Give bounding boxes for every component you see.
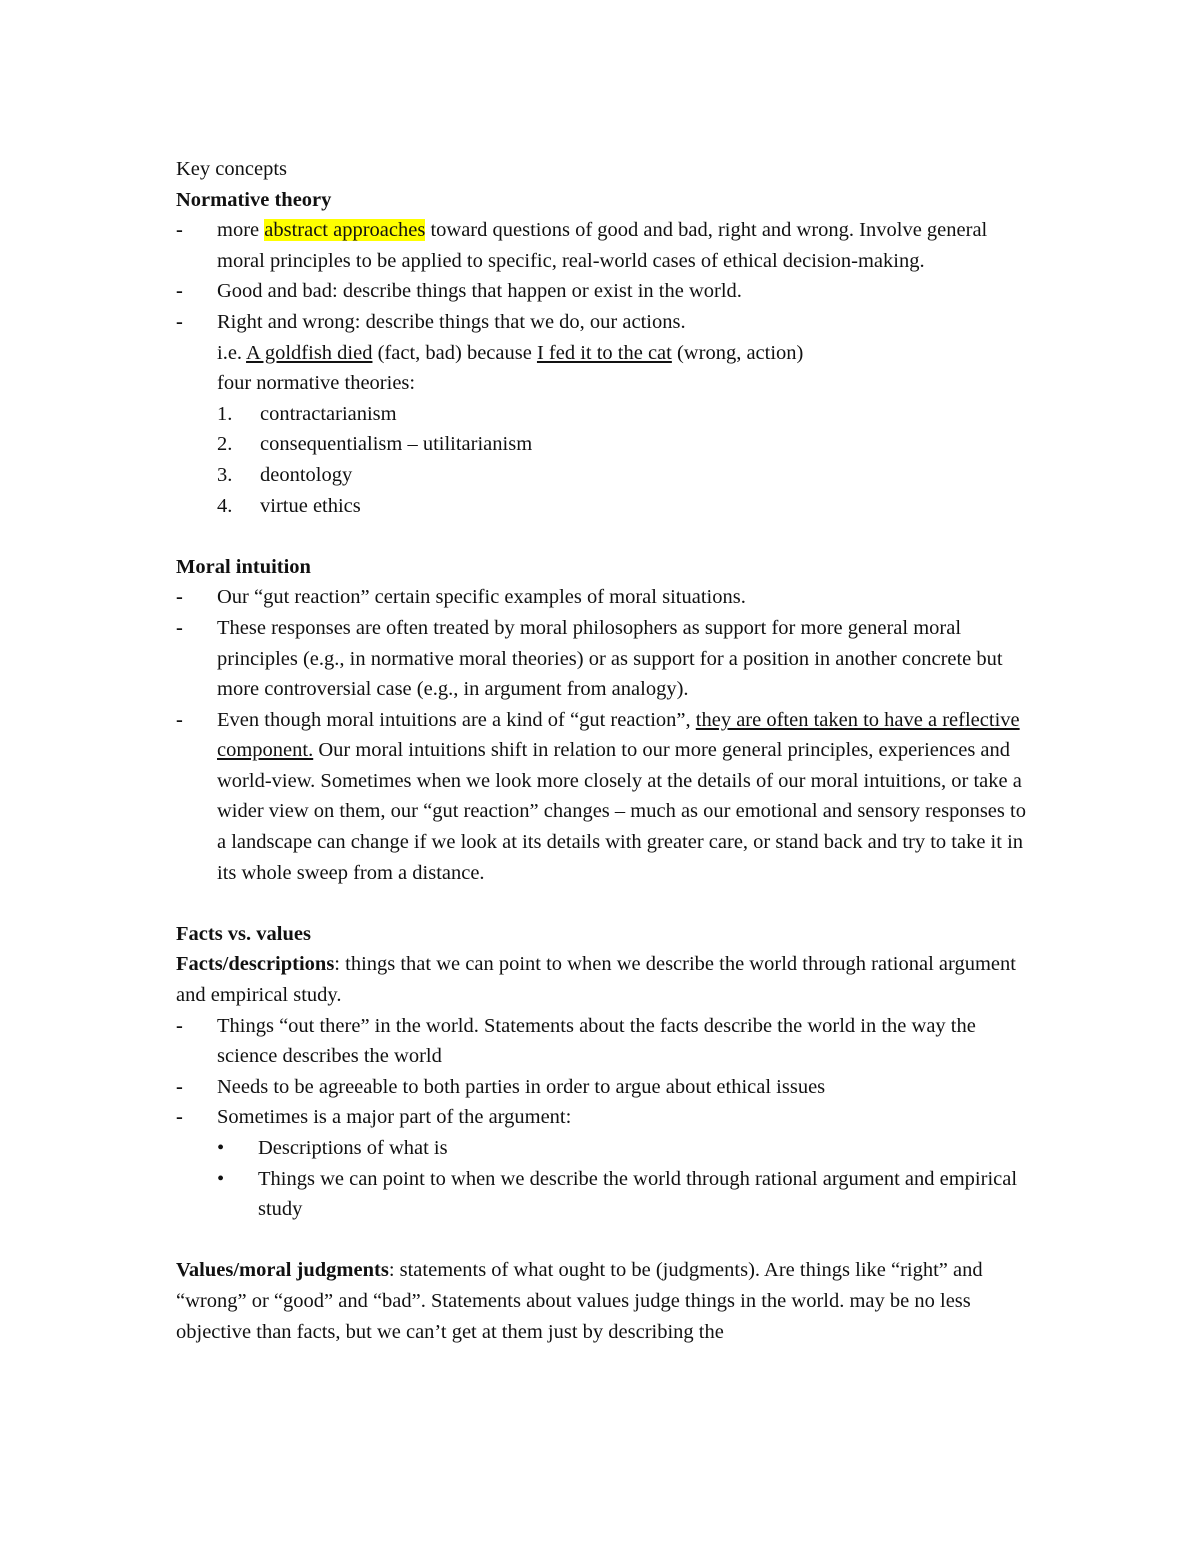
list-item: - Things “out there” in the world. Statements about the facts describe the world in the way the science describes the world bbox=[176, 1011, 1036, 1072]
list-item: - These responses are often treated by moral philosophers as support for more general moral principles (e.g., in normative moral theories) or as support for a position in another concrete but more controversial case (e.g., in argument from analogy). bbox=[176, 613, 1036, 705]
theory-item: 4. virtue ethics bbox=[176, 491, 1036, 522]
underlined-text: I fed it to the cat bbox=[536, 341, 672, 364]
dash-marker: - bbox=[176, 616, 183, 639]
bullet-marker: • bbox=[217, 1167, 225, 1190]
doc-title: Key concepts bbox=[176, 158, 287, 180]
number-marker: 1. bbox=[217, 402, 233, 425]
list-item: - Good and bad: describe things that happen or exist in the world. bbox=[176, 276, 1036, 307]
list-item: - Needs to be agreeable to both parties in order to argue about ethical issues bbox=[176, 1072, 1036, 1103]
dash-marker: - bbox=[176, 310, 183, 333]
theory-item: 1. contractarianism bbox=[176, 399, 1036, 430]
bullet-item: • Descriptions of what is bbox=[176, 1133, 1036, 1164]
dash-marker: - bbox=[176, 280, 183, 303]
list-item: - more abstract approaches toward questions of good and bad, right and wrong. Involve general moral principles to be applied to specific, real-world cases of ethical decision-making. bbox=[176, 215, 1036, 276]
spacer bbox=[176, 888, 1036, 919]
highlighted-text: abstract approaches bbox=[264, 219, 426, 242]
list-item: - Sometimes is a major part of the argument: bbox=[176, 1102, 1036, 1133]
spacer bbox=[176, 521, 1036, 552]
bullet-item: • Things we can point to when we describe the world through rational argument and empirical study bbox=[176, 1164, 1036, 1225]
document-page bbox=[176, 154, 1036, 1347]
theory-item: 2. consequentialism – utilitarianism bbox=[176, 429, 1036, 460]
dash-marker: - bbox=[176, 586, 183, 609]
list-item: - Right and wrong: describe things that we do, our actions. bbox=[176, 307, 1036, 338]
facts-term: Facts/descriptions bbox=[176, 953, 335, 976]
spacer bbox=[176, 1225, 1036, 1256]
facts-definition: Facts/descriptions: things that we can point to when we describe the world through rational argument and empirical study. bbox=[176, 953, 1016, 1007]
moral-intuition-heading: Moral intuition bbox=[176, 555, 311, 578]
list-item: - Even though moral intuitions are a kind of “gut reaction”, they are often taken to have a reflective component. Our moral intuitions shift in relation to our more general principles, experiences and world-view. Sometimes when we look more closely at the details of our moral intuitions, or take a wider view on them, our “gut reaction” changes – much as our emotional and sensory responses to a landscape can change if we look at its details with greater care, or stand back and try to take it in its whole sweep from a distance. bbox=[176, 705, 1036, 889]
normative-theory-heading: Normative theory bbox=[176, 188, 332, 211]
example-line: i.e. A goldfish died (fact, bad) because I fed it to the cat (wrong, action) bbox=[217, 341, 804, 364]
number-marker: 3. bbox=[217, 463, 233, 486]
list-item: - Our “gut reaction” certain specific examples of moral situations. bbox=[176, 582, 1036, 613]
dash-marker: - bbox=[176, 708, 183, 731]
values-term: Values/moral judgments bbox=[176, 1259, 389, 1282]
underlined-text: A goldfish died bbox=[246, 341, 373, 364]
number-marker: 4. bbox=[217, 494, 233, 517]
dash-marker: - bbox=[176, 1106, 183, 1129]
dash-marker: - bbox=[176, 1014, 183, 1037]
theories-label: four normative theories: bbox=[217, 372, 416, 395]
values-definition: Values/moral judgments: statements of what ought to be (judgments). Are things like “right” and “wrong” or “good” and “bad”. Statements about values judge things in the world. may be no less objective than facts, but we can’t get at them just by describing the bbox=[176, 1259, 983, 1343]
bullet-marker: • bbox=[217, 1137, 225, 1159]
dash-marker: - bbox=[176, 1075, 183, 1098]
theory-item: 3. deontology bbox=[176, 460, 1036, 491]
facts-values-heading: Facts vs. values bbox=[176, 922, 311, 945]
underlined-text: they are often taken to have a reflective component. bbox=[217, 708, 1020, 762]
dash-marker: - bbox=[176, 219, 183, 242]
number-marker: 2. bbox=[217, 433, 233, 456]
